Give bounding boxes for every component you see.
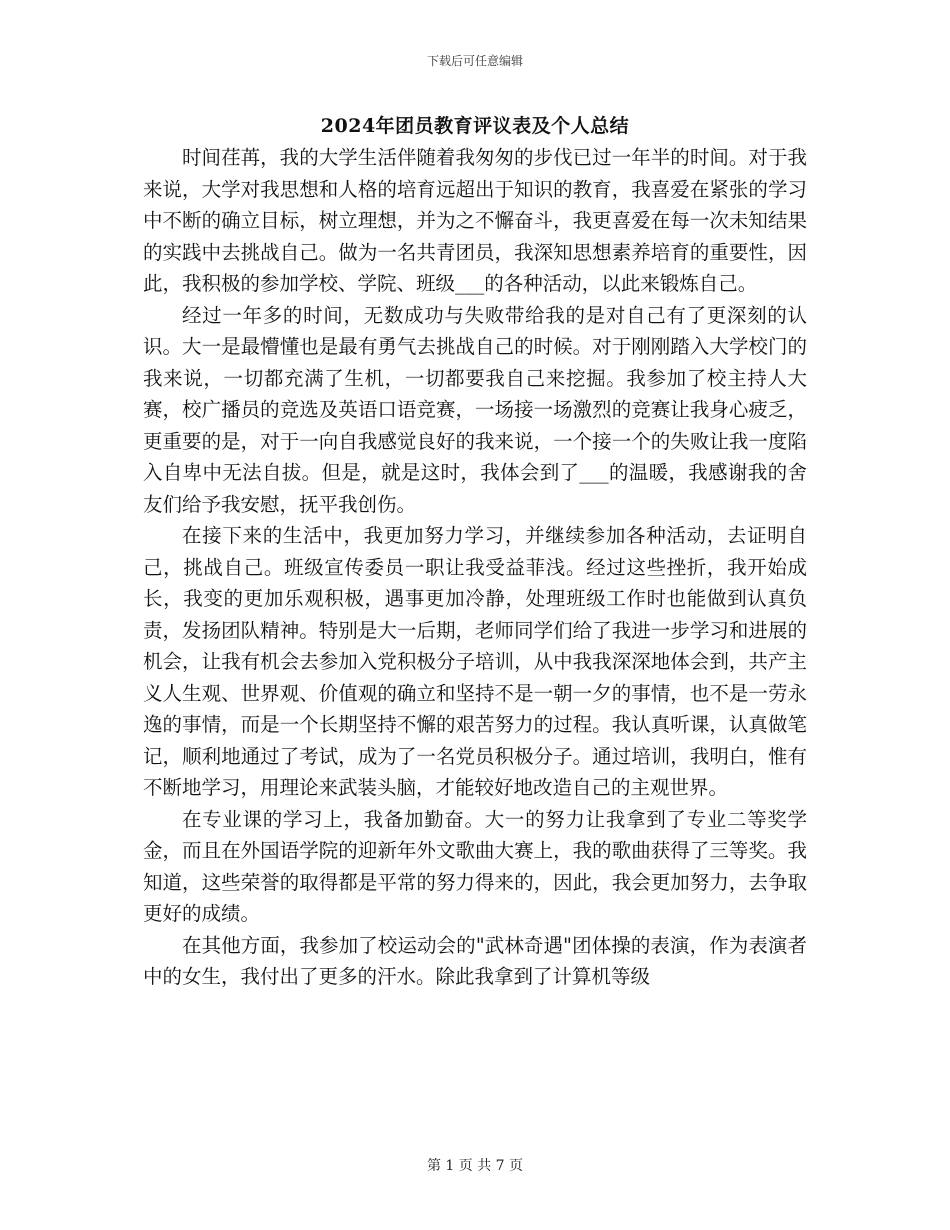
document-body: [143, 142, 807, 993]
paragraph-4: 在专业课的学习上，我备加勤奋。大一的努力让我拿到了专业二等奖学金，而且在外国语学院的迎新年外文歌曲大赛上，我的歌曲获得了三等奖。我知道，这些荣誉的取得都是平常的努力得来的，因此，我会更加努力，去争取更好的成绩。: [143, 807, 807, 925]
document-title: 2024年团员教育评议表及个人总结: [320, 115, 630, 137]
header-note: 下载后可任意编辑: [426, 54, 523, 68]
paragraph-3: 在接下来的生活中，我更加努力学习，并继续参加各种活动，去证明自己，挑战自己。班级宣传委员一职让我受益菲浅。经过这些挫折，我开始成长，我变的更加乐观积极，遇事更加冷静，处理班级工作时也能做到认真负责，发扬团队精神。特别是大一后期，老师同学们给了我进一步学习和进展的机会，让我有机会去参加入党积极分子培训，从中我我深深地体会到，共产主义人生观、世界观、价值观的确立和坚持不是一朝一夕的事情，也不是一劳永逸的事情，而是一个长期坚持不懈的艰苦努力的过程。我认真听课，认真做笔记，顺利地通过了考试，成为了一名党员积极分子。通过培训，我明白，惟有不断地学习，用理论来武装头脑，才能较好地改造自己的主观世界。: [143, 524, 807, 799]
page-number: 第 1 页 共 7 页: [426, 1158, 524, 1174]
paragraph-5: 在其他方面，我参加了校运动会的"武林奇遇"团体操的表演，作为表演者中的女生，我付出了更多的汗水。除此我拿到了计算机等级: [143, 933, 807, 988]
paragraph-1: 时间荏苒，我的大学生活伴随着我匆匆的步伐已过一年半的时间。对于我来说，大学对我思想和人格的培育远超出于知识的教育，我喜爱在紧张的学习中不断的确立目标，树立理想，并为之不懈奋斗，我更喜爱在每一次未知结果的实践中去挑战自己。做为一名共青团员，我深知思想素养培育的重要性，因此，我积极的参加学校、学院、班级___的各种活动，以此来锻炼自己。: [143, 146, 807, 295]
paragraph-2: 经过一年多的时间，无数成功与失败带给我的是对自己有了更深刻的认识。大一是最懵懂也是最有勇气去挑战自己的时候。对于刚刚踏入大学校门的我来说，一切都充满了生机，一切都要我自己来挖掘。我参加了校主持人大赛，校广播员的竞选及英语口语竞赛，一场接一场激烈的竞赛让我身心疲乏，更重要的是，对于一向自我感觉良好的我来说，一个接一个的失败让我一度陷入自卑中无法自拔。但是，就是这时，我体会到了___的温暖，我感谢我的舍友们给予我安慰，抚平我创伤。: [143, 303, 807, 516]
